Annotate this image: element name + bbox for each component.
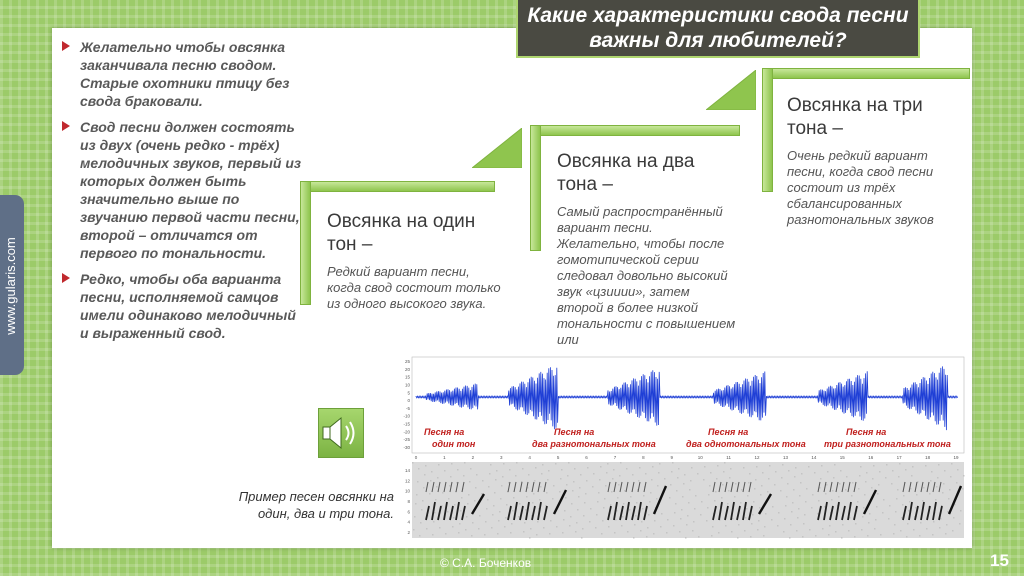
- footer-copyright: © С.А. Боченков: [440, 556, 532, 570]
- song-type-label: Песня на три разнотональных тона: [824, 427, 951, 449]
- red-arrow-bullet-icon: [62, 273, 70, 283]
- x-tick-label: 7: [613, 455, 617, 460]
- spectrogram-tick-label: 8: [407, 499, 410, 504]
- y-tick-label: -5: [405, 405, 410, 411]
- x-tick-label: 10: [697, 455, 703, 460]
- step-post-2: [530, 125, 541, 251]
- x-tick-label: 18: [925, 455, 931, 460]
- spectrogram-background: [412, 462, 964, 538]
- y-tick-label: -20: [403, 429, 410, 435]
- x-tick-label: 11: [726, 455, 731, 460]
- y-tick-label: 0: [407, 398, 410, 404]
- slide-title: Какие характеристики свода песни важны для любителей?: [516, 0, 920, 58]
- x-tick-label: 14: [811, 455, 817, 460]
- bullet-list: [62, 38, 302, 350]
- y-tick-label: 10: [404, 382, 410, 388]
- waveform-figure: [398, 355, 970, 461]
- y-tick-label: -25: [403, 437, 410, 443]
- spectrogram-tick-label: 4: [407, 519, 410, 525]
- song-type-label: Песня на один тон: [424, 427, 476, 449]
- bullet-item: [62, 118, 302, 262]
- bullet-text: Свод песни должен состоять из двух (очень редко - трёх) мелодичных звуков, первый из которых должен быть значительно выше по звучанию первой части песни, второй – отличатся от первого по тональности.: [80, 119, 302, 261]
- x-tick-label: 4: [528, 455, 531, 460]
- y-tick-label: 5: [407, 390, 410, 396]
- y-tick-label: -10: [403, 413, 410, 419]
- y-tick-label: 20: [404, 366, 410, 372]
- y-tick-label: 15: [404, 374, 410, 380]
- x-tick-label: 0: [414, 455, 418, 460]
- card-title: Овсянка на три тона –: [787, 95, 923, 139]
- bullet-text: Редко, чтобы оба варианта песни, исполняемой самцов имели одинаково мелодичный и выраженный свод.: [80, 271, 296, 341]
- step-triangle-2: [706, 70, 756, 110]
- x-tick-label: 3: [500, 455, 503, 460]
- bullet-item: [62, 38, 302, 110]
- spectrogram-tick-label: 2: [407, 530, 410, 535]
- card-text: Очень редкий вариант песни, когда свод песни состоит из трёх сбалансированных разнотональных звуков: [787, 148, 934, 227]
- song-type-label: Песня на два разнотональных тона: [532, 427, 656, 449]
- red-arrow-bullet-icon: [62, 41, 70, 51]
- x-tick-label: 17: [896, 455, 902, 460]
- step-post-3: [762, 68, 773, 192]
- card-one-tone: [327, 210, 507, 312]
- spectrogram-figure: [398, 462, 970, 540]
- x-tick-label: 13: [782, 455, 788, 460]
- step-bar-3: [762, 68, 970, 79]
- red-arrow-bullet-icon: [62, 121, 70, 131]
- card-title: Овсянка на один тон –: [327, 211, 476, 255]
- card-title: Овсянка на два тона –: [557, 151, 695, 195]
- slide-number: 15: [990, 551, 1009, 570]
- sound-button[interactable]: [318, 408, 364, 458]
- step-bar-1: [300, 181, 495, 192]
- x-tick-label: 1: [443, 455, 446, 460]
- x-tick-label: 15: [839, 455, 845, 460]
- song-type-label: Песня на два однотональных тона: [686, 427, 806, 449]
- example-caption: Пример песен овсянки на один, два и три тона.: [238, 489, 394, 521]
- x-tick-label: 12: [754, 455, 760, 460]
- bullet-item: [62, 270, 302, 342]
- x-tick-label: 6: [585, 455, 588, 460]
- x-tick-label: 9: [670, 455, 674, 460]
- card-text: Самый распространённый вариант песни. Желательно, чтобы после гомотипической серии следовал довольно высокий звук «цзииии», затем второй в более низкой тональности с повышением или: [557, 204, 736, 347]
- x-tick-label: 16: [868, 455, 874, 460]
- card-text: Редкий вариант песни, когда свод состоит только из одного высокого звука.: [327, 264, 501, 311]
- spectrogram-tick-label: 12: [404, 478, 410, 484]
- card-two-tones: [557, 150, 737, 348]
- step-triangle-1: [472, 128, 522, 168]
- watermark-text: www.gularis.com: [3, 237, 18, 335]
- x-tick-label: 2: [471, 455, 475, 460]
- x-tick-label: 19: [953, 455, 959, 460]
- step-bar-2: [530, 125, 740, 136]
- bullet-text: Желательно чтобы овсянка заканчивала песню сводом. Старые охотники птицу без свода браковали.: [80, 39, 290, 109]
- spectrogram-tick-label: 6: [407, 509, 410, 515]
- x-tick-label: 8: [642, 455, 645, 460]
- y-tick-label: -15: [403, 421, 410, 427]
- spectrogram-tick-label: 10: [404, 488, 410, 494]
- step-post-1: [300, 181, 311, 305]
- x-tick-label: 5: [556, 455, 560, 460]
- speaker-icon: [319, 409, 363, 457]
- spectrogram-tick-label: 14: [404, 468, 410, 473]
- card-three-tones: [787, 94, 967, 228]
- y-tick-label: 25: [404, 359, 410, 364]
- y-tick-label: -30: [403, 445, 410, 450]
